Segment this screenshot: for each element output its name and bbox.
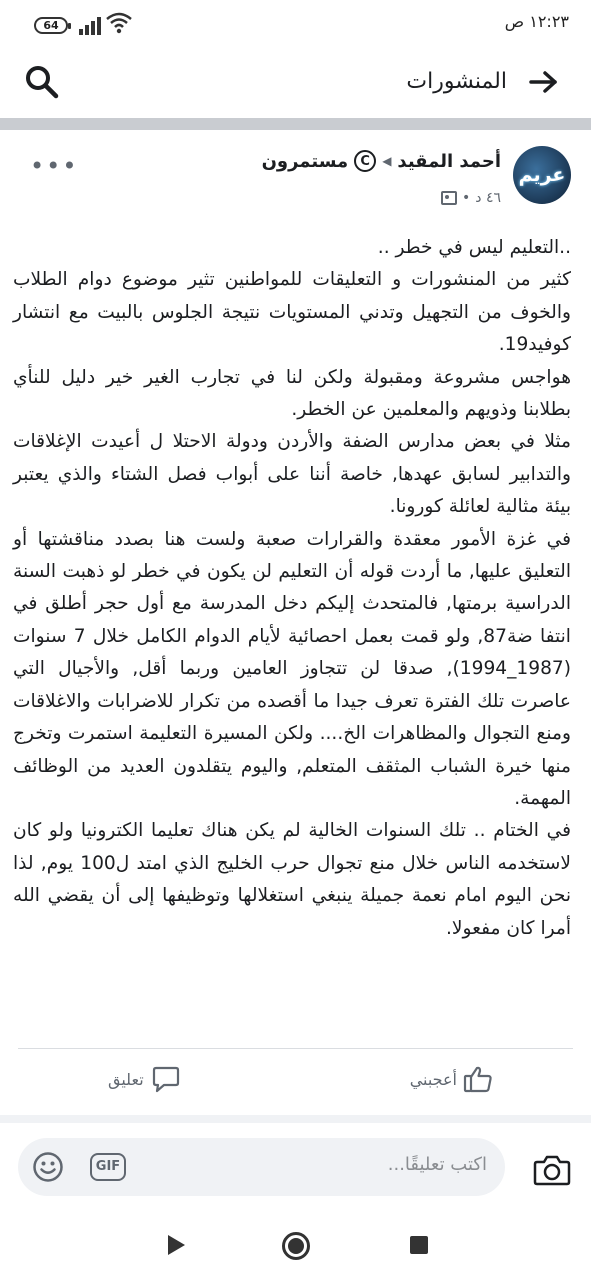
actions-divider — [18, 1048, 573, 1049]
status-bar — [0, 0, 591, 50]
search-button[interactable] — [24, 64, 60, 100]
clock: ١٢:٢٣ ص — [504, 12, 569, 31]
post-paragraph: في غزة الأمور معقدة والقرارات صعبة ولست هنا بصدد مناقشتها أو التعليق عليها, ما أردت قوله أن التعليم لن يكون في خطر لو ذهبت السنة الدراسية برمتها, فالمتحدث إليكم دخل المدرسة مع أول حجر أطلق في انتفا ضة87, ولو قمت بعمل احصائية لأيام الدوام الكامل خلال 7 سنوات (1987_1994), صدقا لن تتجاوز العامين وربما أقل, والأجيال التي عاصرت تلك الفترة تعرف جيدا ما أقصده من تكرار للاضرابات والاغلاقات ومنع التجوال والمظاهرات الخ.... ولكن المسيرة التعليمة استمرت وتخرج منها خيرة الشباب المثقف المتعلم, واليوم يتقلدون العديد من الوظائف المهمة. — [13, 528, 571, 809]
camera-icon[interactable] — [533, 1154, 571, 1186]
like-button[interactable] — [410, 1065, 493, 1093]
post-time[interactable]: ٤٦ د — [475, 190, 501, 206]
comment-icon — [152, 1065, 180, 1093]
like-icon — [463, 1065, 493, 1093]
triangle-right-icon: ◀ — [382, 154, 392, 168]
post-paragraph: في الختام .. تلك السنوات الخالية لم يكن هناك تعليما الكترونيا ولو كان لاستخدمه الناس خلال منع تجوال حرب الخليج الذي امتد ل100 يوم, لذا نحن اليوم امام نعمة جميلة ينبغي استغلالها وتوظيفها إلى أن يقضي الله أمرا كان مفعولا. — [13, 820, 571, 939]
section-divider — [0, 1115, 591, 1123]
page-title: المنشورات — [406, 69, 507, 94]
post-actions — [0, 1060, 591, 1110]
post-body — [13, 232, 571, 945]
post-author-line — [262, 150, 501, 172]
nav-recent-icon[interactable] — [410, 1236, 428, 1254]
battery-icon — [34, 17, 68, 34]
back-arrow-icon — [529, 70, 557, 94]
comment-button[interactable] — [108, 1065, 180, 1093]
avatar[interactable] — [513, 146, 571, 204]
nav-back-icon[interactable] — [166, 1234, 186, 1256]
avatar-text: عريم — [518, 164, 566, 186]
section-divider — [0, 118, 591, 130]
emoji-icon[interactable] — [32, 1151, 64, 1183]
dot-separator: • — [462, 190, 471, 206]
post-paragraph: ..التعليم ليس في خطر .. — [377, 237, 571, 258]
post-page-name[interactable]: مستمرون — [261, 150, 349, 172]
post-paragraph: مثلا في بعض مدارس الضفة والأردن ودولة الاحتلا ل أعيدت الإغلاقات والتدابير لسابق عهدها, خاصة أننا على أبواب فصل الشتاء والذي يعتبر بيئة مثالية لعائلة كورونا. — [13, 431, 571, 518]
wifi-icon — [106, 12, 132, 34]
signal-icon — [79, 15, 103, 35]
like-label: أعجبني — [409, 1069, 457, 1089]
more-options-button[interactable] — [30, 152, 78, 180]
comment-input[interactable]: اكتب تعليقًا... — [387, 1154, 487, 1175]
nav-home-icon[interactable] — [282, 1232, 310, 1260]
post-paragraph: هواجس مشروعة ومقبولة ولكن لنا في تجارب الغير خير دليل للنأي بطلابنا وذويهم والمعلمين عن الخطر. — [13, 366, 571, 421]
battery-level: 64 — [43, 19, 59, 32]
copyright-icon: C — [354, 150, 376, 172]
gif-button[interactable]: GIF — [90, 1153, 126, 1181]
globe-icon — [441, 191, 457, 205]
post-meta — [441, 190, 501, 206]
comment-composer[interactable] — [18, 1138, 505, 1196]
back-button[interactable] — [525, 64, 561, 100]
post-author[interactable]: أحمد المقيد — [397, 150, 501, 172]
system-nav-bar — [0, 1214, 591, 1280]
post-paragraph: كثير من المنشورات و التعليقات للمواطنين تثير موضوع دوام الطلاب والخوف من التجهيل وتدني المستويات نتيجة الجلوس بالبيت مع انتشار كوفيد19. — [13, 269, 571, 356]
comment-label: تعليق — [108, 1069, 144, 1089]
top-app-bar — [0, 50, 591, 114]
more-icon: ••• — [30, 152, 79, 180]
search-icon — [25, 65, 59, 99]
